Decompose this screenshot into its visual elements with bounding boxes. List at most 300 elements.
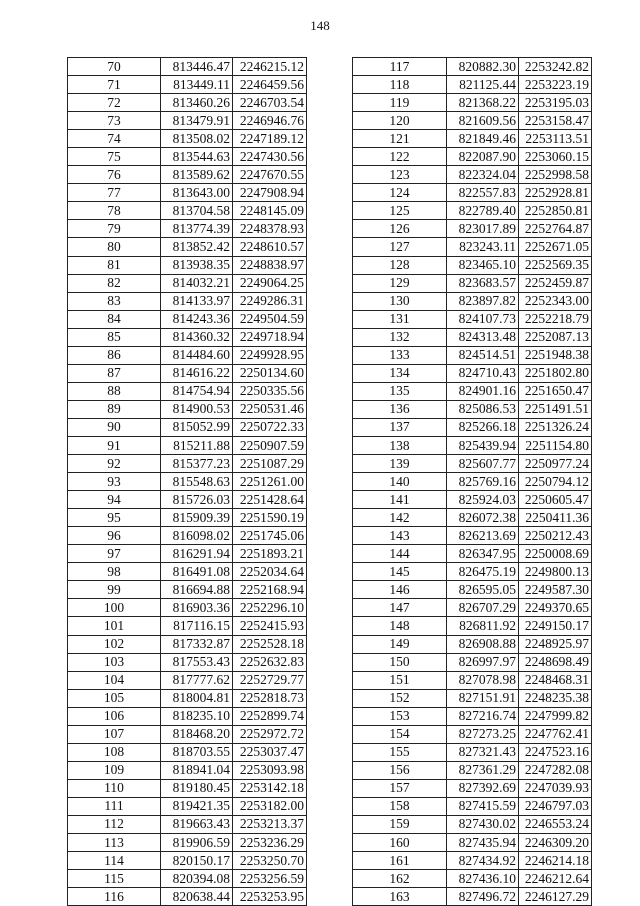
y-coordinate-cell: 2250335.56 bbox=[233, 382, 307, 400]
x-coordinate-cell: 827321.43 bbox=[447, 743, 519, 761]
x-coordinate-cell: 827078.98 bbox=[447, 671, 519, 689]
y-coordinate-cell: 2252528.18 bbox=[233, 635, 307, 653]
point-number-cell: 71 bbox=[68, 76, 161, 94]
x-coordinate-cell: 826908.88 bbox=[447, 635, 519, 653]
x-coordinate-cell: 819906.59 bbox=[161, 834, 233, 852]
point-number-cell: 163 bbox=[353, 888, 447, 906]
y-coordinate-cell: 2246212.64 bbox=[519, 870, 592, 888]
x-coordinate-cell: 813479.91 bbox=[161, 112, 233, 130]
x-coordinate-cell: 819421.35 bbox=[161, 797, 233, 815]
y-coordinate-cell: 2252818.73 bbox=[233, 689, 307, 707]
x-coordinate-cell: 822324.04 bbox=[447, 166, 519, 184]
y-coordinate-cell: 2249286.31 bbox=[233, 292, 307, 310]
x-coordinate-cell: 813704.58 bbox=[161, 202, 233, 220]
point-number-cell: 127 bbox=[353, 238, 447, 256]
x-coordinate-cell: 827415.59 bbox=[447, 797, 519, 815]
coordinates-table-left-body bbox=[68, 58, 307, 906]
table-row bbox=[353, 220, 592, 238]
point-number-cell: 78 bbox=[68, 202, 161, 220]
y-coordinate-cell: 2249587.30 bbox=[519, 581, 592, 599]
y-coordinate-cell: 2253182.00 bbox=[233, 797, 307, 815]
x-coordinate-cell: 827361.29 bbox=[447, 761, 519, 779]
y-coordinate-cell: 2252343.00 bbox=[519, 292, 592, 310]
table-row bbox=[353, 834, 592, 852]
point-number-cell: 132 bbox=[353, 328, 447, 346]
point-number-cell: 155 bbox=[353, 743, 447, 761]
point-number-cell: 133 bbox=[353, 346, 447, 364]
table-row bbox=[353, 852, 592, 870]
point-number-cell: 85 bbox=[68, 328, 161, 346]
x-coordinate-cell: 824514.51 bbox=[447, 346, 519, 364]
x-coordinate-cell: 820150.17 bbox=[161, 852, 233, 870]
x-coordinate-cell: 825607.77 bbox=[447, 455, 519, 473]
table-row bbox=[68, 527, 307, 545]
table-row bbox=[353, 418, 592, 436]
y-coordinate-cell: 2252296.10 bbox=[233, 599, 307, 617]
table-row bbox=[353, 870, 592, 888]
table-row bbox=[353, 328, 592, 346]
point-number-cell: 93 bbox=[68, 473, 161, 491]
table-row bbox=[68, 382, 307, 400]
point-number-cell: 73 bbox=[68, 112, 161, 130]
point-number-cell: 76 bbox=[68, 166, 161, 184]
table-row bbox=[353, 202, 592, 220]
table-row bbox=[353, 743, 592, 761]
y-coordinate-cell: 2246215.12 bbox=[233, 58, 307, 76]
point-number-cell: 100 bbox=[68, 599, 161, 617]
table-row bbox=[353, 148, 592, 166]
x-coordinate-cell: 826072.38 bbox=[447, 509, 519, 527]
y-coordinate-cell: 2252998.58 bbox=[519, 166, 592, 184]
table-row bbox=[353, 112, 592, 130]
y-coordinate-cell: 2251948.38 bbox=[519, 346, 592, 364]
point-number-cell: 116 bbox=[68, 888, 161, 906]
x-coordinate-cell: 824710.43 bbox=[447, 364, 519, 382]
point-number-cell: 98 bbox=[68, 563, 161, 581]
y-coordinate-cell: 2250008.69 bbox=[519, 545, 592, 563]
table-row bbox=[68, 202, 307, 220]
y-coordinate-cell: 2246703.54 bbox=[233, 94, 307, 112]
y-coordinate-cell: 2248925.97 bbox=[519, 635, 592, 653]
table-row bbox=[68, 563, 307, 581]
y-coordinate-cell: 2252034.64 bbox=[233, 563, 307, 581]
table-row bbox=[68, 671, 307, 689]
point-number-cell: 95 bbox=[68, 509, 161, 527]
x-coordinate-cell: 813852.42 bbox=[161, 238, 233, 256]
x-coordinate-cell: 827273.25 bbox=[447, 725, 519, 743]
x-coordinate-cell: 820638.44 bbox=[161, 888, 233, 906]
point-number-cell: 123 bbox=[353, 166, 447, 184]
x-coordinate-cell: 813643.00 bbox=[161, 184, 233, 202]
x-coordinate-cell: 823243.11 bbox=[447, 238, 519, 256]
y-coordinate-cell: 2253223.19 bbox=[519, 76, 592, 94]
table-row bbox=[68, 779, 307, 797]
point-number-cell: 162 bbox=[353, 870, 447, 888]
point-number-cell: 112 bbox=[68, 815, 161, 833]
table-row bbox=[353, 581, 592, 599]
y-coordinate-cell: 2253093.98 bbox=[233, 761, 307, 779]
table-row bbox=[353, 599, 592, 617]
y-coordinate-cell: 2252928.81 bbox=[519, 184, 592, 202]
point-number-cell: 113 bbox=[68, 834, 161, 852]
table-row bbox=[68, 346, 307, 364]
point-number-cell: 154 bbox=[353, 725, 447, 743]
table-row bbox=[353, 184, 592, 202]
x-coordinate-cell: 827151.91 bbox=[447, 689, 519, 707]
table-row bbox=[353, 436, 592, 454]
table-row bbox=[68, 653, 307, 671]
table-row bbox=[68, 130, 307, 148]
point-number-cell: 152 bbox=[353, 689, 447, 707]
x-coordinate-cell: 813446.47 bbox=[161, 58, 233, 76]
x-coordinate-cell: 826707.29 bbox=[447, 599, 519, 617]
x-coordinate-cell: 814484.60 bbox=[161, 346, 233, 364]
y-coordinate-cell: 2253113.51 bbox=[519, 130, 592, 148]
y-coordinate-cell: 2247189.12 bbox=[233, 130, 307, 148]
y-coordinate-cell: 2250134.60 bbox=[233, 364, 307, 382]
x-coordinate-cell: 825924.03 bbox=[447, 491, 519, 509]
x-coordinate-cell: 818703.55 bbox=[161, 743, 233, 761]
table-row bbox=[353, 888, 592, 906]
y-coordinate-cell: 2248145.09 bbox=[233, 202, 307, 220]
table-row bbox=[353, 58, 592, 76]
point-number-cell: 109 bbox=[68, 761, 161, 779]
point-number-cell: 129 bbox=[353, 274, 447, 292]
table-row bbox=[68, 888, 307, 906]
point-number-cell: 84 bbox=[68, 310, 161, 328]
point-number-cell: 140 bbox=[353, 473, 447, 491]
point-number-cell: 137 bbox=[353, 418, 447, 436]
table-row bbox=[68, 491, 307, 509]
point-number-cell: 108 bbox=[68, 743, 161, 761]
y-coordinate-cell: 2249928.95 bbox=[233, 346, 307, 364]
x-coordinate-cell: 818235.10 bbox=[161, 707, 233, 725]
x-coordinate-cell: 815377.23 bbox=[161, 455, 233, 473]
x-coordinate-cell: 816491.08 bbox=[161, 563, 233, 581]
y-coordinate-cell: 2252632.83 bbox=[233, 653, 307, 671]
x-coordinate-cell: 826595.05 bbox=[447, 581, 519, 599]
table-row bbox=[353, 725, 592, 743]
point-number-cell: 81 bbox=[68, 256, 161, 274]
point-number-cell: 147 bbox=[353, 599, 447, 617]
table-row bbox=[68, 761, 307, 779]
x-coordinate-cell: 819663.43 bbox=[161, 815, 233, 833]
point-number-cell: 96 bbox=[68, 527, 161, 545]
y-coordinate-cell: 2253060.15 bbox=[519, 148, 592, 166]
point-number-cell: 160 bbox=[353, 834, 447, 852]
point-number-cell: 90 bbox=[68, 418, 161, 436]
y-coordinate-cell: 2252729.77 bbox=[233, 671, 307, 689]
table-row bbox=[353, 545, 592, 563]
table-row bbox=[68, 815, 307, 833]
point-number-cell: 102 bbox=[68, 635, 161, 653]
table-row bbox=[353, 346, 592, 364]
y-coordinate-cell: 2253236.29 bbox=[233, 834, 307, 852]
table-row bbox=[353, 671, 592, 689]
y-coordinate-cell: 2246127.29 bbox=[519, 888, 592, 906]
x-coordinate-cell: 814032.21 bbox=[161, 274, 233, 292]
table-row bbox=[68, 635, 307, 653]
x-coordinate-cell: 825439.94 bbox=[447, 436, 519, 454]
table-row bbox=[353, 527, 592, 545]
table-row bbox=[353, 364, 592, 382]
point-number-cell: 149 bbox=[353, 635, 447, 653]
y-coordinate-cell: 2252569.35 bbox=[519, 256, 592, 274]
y-coordinate-cell: 2251650.47 bbox=[519, 382, 592, 400]
x-coordinate-cell: 817553.43 bbox=[161, 653, 233, 671]
y-coordinate-cell: 2250531.46 bbox=[233, 400, 307, 418]
table-row bbox=[68, 418, 307, 436]
point-number-cell: 75 bbox=[68, 148, 161, 166]
y-coordinate-cell: 2249150.17 bbox=[519, 617, 592, 635]
y-coordinate-cell: 2252459.87 bbox=[519, 274, 592, 292]
y-coordinate-cell: 2247670.55 bbox=[233, 166, 307, 184]
point-number-cell: 136 bbox=[353, 400, 447, 418]
y-coordinate-cell: 2252850.81 bbox=[519, 202, 592, 220]
table-row bbox=[68, 617, 307, 635]
table-row bbox=[68, 743, 307, 761]
table-row bbox=[68, 797, 307, 815]
x-coordinate-cell: 813774.39 bbox=[161, 220, 233, 238]
point-number-cell: 118 bbox=[353, 76, 447, 94]
y-coordinate-cell: 2246797.03 bbox=[519, 797, 592, 815]
table-row bbox=[68, 94, 307, 112]
x-coordinate-cell: 825086.53 bbox=[447, 400, 519, 418]
x-coordinate-cell: 821368.22 bbox=[447, 94, 519, 112]
x-coordinate-cell: 827216.74 bbox=[447, 707, 519, 725]
x-coordinate-cell: 816694.88 bbox=[161, 581, 233, 599]
x-coordinate-cell: 815726.03 bbox=[161, 491, 233, 509]
table-row bbox=[68, 76, 307, 94]
y-coordinate-cell: 2253158.47 bbox=[519, 112, 592, 130]
table-row bbox=[353, 617, 592, 635]
table-row bbox=[353, 274, 592, 292]
point-number-cell: 111 bbox=[68, 797, 161, 815]
point-number-cell: 159 bbox=[353, 815, 447, 833]
point-number-cell: 97 bbox=[68, 545, 161, 563]
y-coordinate-cell: 2251326.24 bbox=[519, 418, 592, 436]
point-number-cell: 158 bbox=[353, 797, 447, 815]
x-coordinate-cell: 827430.02 bbox=[447, 815, 519, 833]
y-coordinate-cell: 2247908.94 bbox=[233, 184, 307, 202]
point-number-cell: 126 bbox=[353, 220, 447, 238]
table-row bbox=[353, 635, 592, 653]
y-coordinate-cell: 2252671.05 bbox=[519, 238, 592, 256]
point-number-cell: 145 bbox=[353, 563, 447, 581]
y-coordinate-cell: 2251802.80 bbox=[519, 364, 592, 382]
y-coordinate-cell: 2253037.47 bbox=[233, 743, 307, 761]
x-coordinate-cell: 827434.92 bbox=[447, 852, 519, 870]
point-number-cell: 87 bbox=[68, 364, 161, 382]
y-coordinate-cell: 2251154.80 bbox=[519, 436, 592, 454]
y-coordinate-cell: 2249800.13 bbox=[519, 563, 592, 581]
table-row bbox=[68, 581, 307, 599]
x-coordinate-cell: 813449.11 bbox=[161, 76, 233, 94]
x-coordinate-cell: 814360.32 bbox=[161, 328, 233, 346]
point-number-cell: 88 bbox=[68, 382, 161, 400]
y-coordinate-cell: 2251745.06 bbox=[233, 527, 307, 545]
y-coordinate-cell: 2253256.59 bbox=[233, 870, 307, 888]
table-row bbox=[353, 382, 592, 400]
y-coordinate-cell: 2249504.59 bbox=[233, 310, 307, 328]
point-number-cell: 92 bbox=[68, 455, 161, 473]
x-coordinate-cell: 818004.81 bbox=[161, 689, 233, 707]
table-row bbox=[68, 328, 307, 346]
table-row bbox=[353, 94, 592, 112]
x-coordinate-cell: 822557.83 bbox=[447, 184, 519, 202]
table-row bbox=[353, 509, 592, 527]
y-coordinate-cell: 2250977.24 bbox=[519, 455, 592, 473]
y-coordinate-cell: 2247282.08 bbox=[519, 761, 592, 779]
point-number-cell: 124 bbox=[353, 184, 447, 202]
table-row bbox=[353, 400, 592, 418]
x-coordinate-cell: 817777.62 bbox=[161, 671, 233, 689]
point-number-cell: 104 bbox=[68, 671, 161, 689]
x-coordinate-cell: 827392.69 bbox=[447, 779, 519, 797]
y-coordinate-cell: 2248698.49 bbox=[519, 653, 592, 671]
y-coordinate-cell: 2253213.37 bbox=[233, 815, 307, 833]
table-row bbox=[353, 76, 592, 94]
x-coordinate-cell: 816098.02 bbox=[161, 527, 233, 545]
point-number-cell: 150 bbox=[353, 653, 447, 671]
y-coordinate-cell: 2253250.70 bbox=[233, 852, 307, 870]
table-row bbox=[353, 310, 592, 328]
y-coordinate-cell: 2246309.20 bbox=[519, 834, 592, 852]
table-row bbox=[68, 112, 307, 130]
x-coordinate-cell: 823683.57 bbox=[447, 274, 519, 292]
point-number-cell: 110 bbox=[68, 779, 161, 797]
point-number-cell: 130 bbox=[353, 292, 447, 310]
table-row bbox=[68, 238, 307, 256]
point-number-cell: 131 bbox=[353, 310, 447, 328]
y-coordinate-cell: 2246214.18 bbox=[519, 852, 592, 870]
table-row bbox=[68, 310, 307, 328]
x-coordinate-cell: 815211.88 bbox=[161, 436, 233, 454]
point-number-cell: 79 bbox=[68, 220, 161, 238]
x-coordinate-cell: 813544.63 bbox=[161, 148, 233, 166]
point-number-cell: 94 bbox=[68, 491, 161, 509]
y-coordinate-cell: 2248235.38 bbox=[519, 689, 592, 707]
table-row bbox=[353, 130, 592, 148]
table-row bbox=[68, 184, 307, 202]
y-coordinate-cell: 2250722.33 bbox=[233, 418, 307, 436]
table-row bbox=[353, 689, 592, 707]
table-row bbox=[68, 58, 307, 76]
y-coordinate-cell: 2252972.72 bbox=[233, 725, 307, 743]
table-row bbox=[353, 761, 592, 779]
y-coordinate-cell: 2252218.79 bbox=[519, 310, 592, 328]
point-number-cell: 114 bbox=[68, 852, 161, 870]
x-coordinate-cell: 817332.87 bbox=[161, 635, 233, 653]
table-row bbox=[353, 779, 592, 797]
x-coordinate-cell: 823897.82 bbox=[447, 292, 519, 310]
point-number-cell: 148 bbox=[353, 617, 447, 635]
table-row bbox=[68, 834, 307, 852]
x-coordinate-cell: 814133.97 bbox=[161, 292, 233, 310]
table-row bbox=[353, 563, 592, 581]
y-coordinate-cell: 2252764.87 bbox=[519, 220, 592, 238]
point-number-cell: 120 bbox=[353, 112, 447, 130]
point-number-cell: 143 bbox=[353, 527, 447, 545]
y-coordinate-cell: 2246946.76 bbox=[233, 112, 307, 130]
x-coordinate-cell: 820882.30 bbox=[447, 58, 519, 76]
point-number-cell: 70 bbox=[68, 58, 161, 76]
x-coordinate-cell: 813589.62 bbox=[161, 166, 233, 184]
point-number-cell: 125 bbox=[353, 202, 447, 220]
table-row bbox=[353, 707, 592, 725]
x-coordinate-cell: 813508.02 bbox=[161, 130, 233, 148]
point-number-cell: 119 bbox=[353, 94, 447, 112]
page-number: 148 bbox=[310, 18, 330, 33]
point-number-cell: 134 bbox=[353, 364, 447, 382]
y-coordinate-cell: 2250212.43 bbox=[519, 527, 592, 545]
point-number-cell: 153 bbox=[353, 707, 447, 725]
point-number-cell: 157 bbox=[353, 779, 447, 797]
x-coordinate-cell: 823465.10 bbox=[447, 256, 519, 274]
y-coordinate-cell: 2251428.64 bbox=[233, 491, 307, 509]
table-row bbox=[353, 238, 592, 256]
table-row bbox=[68, 166, 307, 184]
table-row bbox=[68, 436, 307, 454]
x-coordinate-cell: 827496.72 bbox=[447, 888, 519, 906]
y-coordinate-cell: 2253253.95 bbox=[233, 888, 307, 906]
table-row bbox=[353, 491, 592, 509]
x-coordinate-cell: 819180.45 bbox=[161, 779, 233, 797]
x-coordinate-cell: 815052.99 bbox=[161, 418, 233, 436]
table-row bbox=[353, 815, 592, 833]
x-coordinate-cell: 820394.08 bbox=[161, 870, 233, 888]
y-coordinate-cell: 2252899.74 bbox=[233, 707, 307, 725]
y-coordinate-cell: 2253242.82 bbox=[519, 58, 592, 76]
point-number-cell: 103 bbox=[68, 653, 161, 671]
coordinates-table-left bbox=[67, 57, 307, 906]
point-number-cell: 142 bbox=[353, 509, 447, 527]
x-coordinate-cell: 816291.94 bbox=[161, 545, 233, 563]
y-coordinate-cell: 2251893.21 bbox=[233, 545, 307, 563]
point-number-cell: 122 bbox=[353, 148, 447, 166]
y-coordinate-cell: 2253195.03 bbox=[519, 94, 592, 112]
point-number-cell: 128 bbox=[353, 256, 447, 274]
y-coordinate-cell: 2247523.16 bbox=[519, 743, 592, 761]
table-row bbox=[68, 364, 307, 382]
y-coordinate-cell: 2250411.36 bbox=[519, 509, 592, 527]
y-coordinate-cell: 2247430.56 bbox=[233, 148, 307, 166]
table-row bbox=[353, 473, 592, 491]
x-coordinate-cell: 825266.18 bbox=[447, 418, 519, 436]
table-row bbox=[68, 220, 307, 238]
x-coordinate-cell: 814754.94 bbox=[161, 382, 233, 400]
x-coordinate-cell: 827435.94 bbox=[447, 834, 519, 852]
y-coordinate-cell: 2248378.93 bbox=[233, 220, 307, 238]
table-row bbox=[353, 455, 592, 473]
x-coordinate-cell: 814900.53 bbox=[161, 400, 233, 418]
x-coordinate-cell: 824107.73 bbox=[447, 310, 519, 328]
y-coordinate-cell: 2249370.65 bbox=[519, 599, 592, 617]
x-coordinate-cell: 822087.90 bbox=[447, 148, 519, 166]
table-row bbox=[68, 148, 307, 166]
point-number-cell: 135 bbox=[353, 382, 447, 400]
y-coordinate-cell: 2248838.97 bbox=[233, 256, 307, 274]
y-coordinate-cell: 2253142.18 bbox=[233, 779, 307, 797]
point-number-cell: 80 bbox=[68, 238, 161, 256]
point-number-cell: 141 bbox=[353, 491, 447, 509]
point-number-cell: 72 bbox=[68, 94, 161, 112]
x-coordinate-cell: 814616.22 bbox=[161, 364, 233, 382]
y-coordinate-cell: 2249064.25 bbox=[233, 274, 307, 292]
point-number-cell: 91 bbox=[68, 436, 161, 454]
point-number-cell: 99 bbox=[68, 581, 161, 599]
point-number-cell: 139 bbox=[353, 455, 447, 473]
